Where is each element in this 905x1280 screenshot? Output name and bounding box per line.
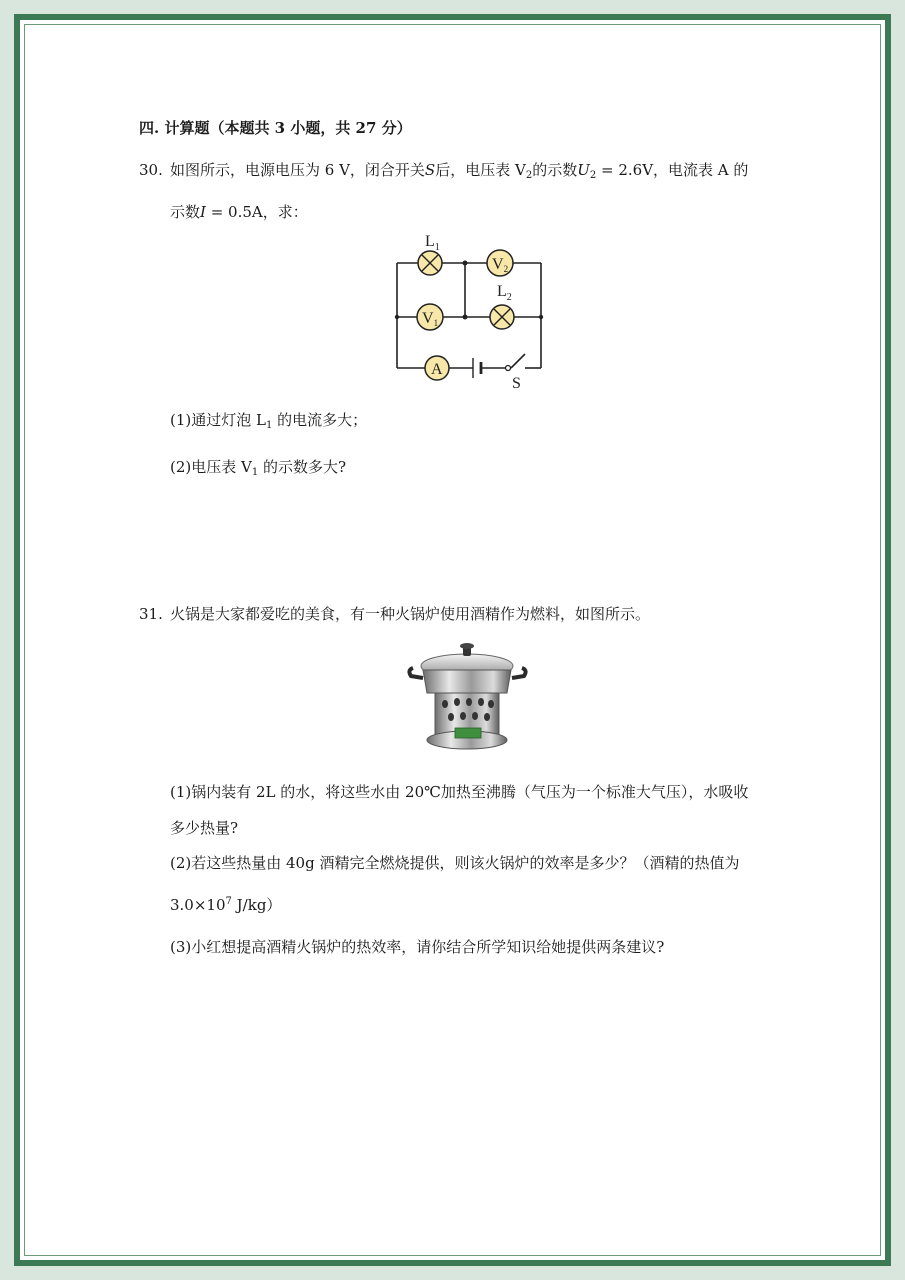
label-switch: S <box>512 375 521 392</box>
q31-sub1-line2: 多少热量? <box>170 819 239 837</box>
svg-text:V1: V1 <box>422 310 439 328</box>
svg-text:V2: V2 <box>492 256 509 274</box>
q30-number: 30. <box>139 161 163 179</box>
voltmeter-v2 <box>487 250 513 276</box>
q30-sub1: (1)通过灯泡 $L_1$ 的电流多大； <box>170 411 368 431</box>
circuit-diagram <box>385 228 555 393</box>
ammeter-a <box>425 356 449 380</box>
q31-sub1-line1: (1)锅内装有 2L 的水，将这些水由 20℃加热至沸腾（气压为一个标准大气压），水吸收 <box>170 783 749 801</box>
q31-stem: 火锅是大家都爱吃的美食，有一种火锅炉使用酒精作为燃料，如图所示。 <box>170 605 651 623</box>
q30-sub2: (2)电压表 $V_1$ 的示数多大? <box>170 458 347 478</box>
label-l1: $L_1$ <box>425 233 440 253</box>
lamp-l1 <box>418 251 442 275</box>
q31-sub3: (3)小红想提高酒精火锅炉的热效率，请你结合所学知识给她提供两条建议? <box>170 938 665 956</box>
label-l2: $L_2$ <box>497 283 512 303</box>
svg-text:A: A <box>431 361 443 378</box>
q31-sub2-line2: $3.0\times 10^7$ J/kg） <box>170 896 282 914</box>
voltmeter-v1 <box>417 304 443 330</box>
q30-line1: 如图所示，电源电压为 6 V，闭合开关S后，电压表 $V_2$的示数$U_2 = 2.6V$，电流表 A 的 <box>170 161 749 181</box>
hotpot-stove-image <box>405 638 530 756</box>
section-title: 四. 计算题（本题共 3 小题，共 27 分） <box>139 119 412 137</box>
q30-line2: 示数I = 0.5A，求： <box>170 203 308 221</box>
lamp-l2 <box>490 305 514 329</box>
q31-sub2-line1: (2)若这些热量由 40g 酒精完全燃烧提供，则该火锅炉的效率是多少？（酒精的热值为 <box>170 854 740 872</box>
q31-number: 31. <box>139 605 163 623</box>
switch-contact <box>506 366 511 371</box>
